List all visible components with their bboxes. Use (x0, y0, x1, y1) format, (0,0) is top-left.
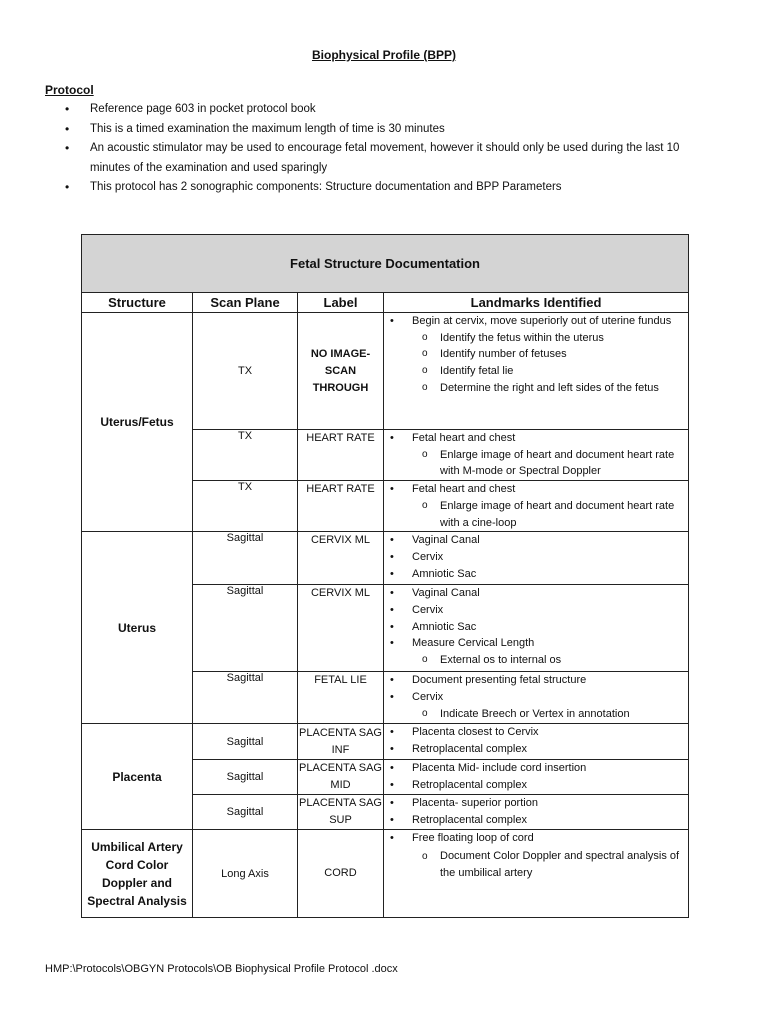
landmark-item: • Begin at cervix, move superiorly out of uterine fundus o Identify the fetus within the uterus o Identify number of fetuses o Identify fetal lie o Determine the right and left sides of the fetus (384, 313, 688, 397)
landmark-subitem: o Identify number of fetuses (412, 346, 688, 363)
file-path-footer: HMP:\Protocols\OBGYN Protocols\OB Biophysical Profile Protocol .docx (45, 963, 398, 975)
label-cell: HEART RATE (298, 430, 384, 481)
table-row (82, 830, 689, 918)
label-cell: CERVIX ML (298, 585, 384, 672)
structure-cell: Placenta (82, 724, 193, 830)
landmark-item: • Free floating loop of cord o Document Color Doppler and spectral analysis of the umbilical artery (384, 830, 688, 883)
label-cell: NO IMAGE- SCAN THROUGH (298, 313, 384, 430)
scan-plane-cell: Long Axis (193, 830, 298, 918)
landmark-subitem: o Enlarge image of heart and document heart rate with M-mode or Spectral Doppler (412, 447, 688, 480)
label-cell: PLACENTA SAG INF (298, 724, 384, 760)
table-header-row (82, 293, 689, 313)
landmark-item: • Cervix (384, 549, 688, 566)
table-caption: Fetal Structure Documentation (82, 235, 689, 293)
structure-cell: Umbilical Artery Cord Color Doppler and Spectral Analysis (82, 830, 193, 918)
landmarks-cell (384, 830, 689, 918)
structure-cell: Uterus (82, 532, 193, 724)
scan-plane-cell: Sagittal (193, 672, 298, 724)
landmark-item: • Cervix o Indicate Breech or Vertex in annotation (384, 689, 688, 722)
landmark-item: • Cervix (384, 602, 688, 619)
landmark-item: • Amniotic Sac (384, 566, 688, 583)
protocol-item: • This is a timed examination the maximum length of time is 30 minutes (62, 120, 722, 140)
landmark-subitem: o Identify fetal lie (412, 363, 688, 380)
landmarks-cell (384, 724, 689, 760)
landmark-subitem: o Enlarge image of heart and document heart rate with a cine-loop (412, 498, 688, 531)
fetal-structure-table (81, 234, 689, 918)
landmarks-cell (384, 672, 689, 724)
column-header: Landmarks Identified (384, 293, 689, 313)
landmarks-cell (384, 481, 689, 532)
landmark-item: • Fetal heart and chest o Enlarge image of heart and document heart rate with a cine-loop (384, 481, 688, 531)
landmark-item: • Vaginal Canal (384, 585, 688, 602)
scan-plane-cell: Sagittal (193, 532, 298, 585)
label-cell: FETAL LIE (298, 672, 384, 724)
landmarks-cell (384, 532, 689, 585)
landmark-item: • Retroplacental complex (384, 812, 688, 829)
landmark-item: • Retroplacental complex (384, 777, 688, 794)
landmarks-cell (384, 313, 689, 430)
table-row (82, 313, 689, 430)
scan-plane-cell: Sagittal (193, 724, 298, 760)
landmark-item: • Fetal heart and chest o Enlarge image of heart and document heart rate with M-mode or Spectral Doppler (384, 430, 688, 480)
protocol-item: • An acoustic stimulator may be used to encourage fetal movement, however it should only be used during the last 10 minutes of the examination and used sparingly (62, 139, 722, 178)
landmark-item: • Placenta closest to Cervix (384, 724, 688, 741)
landmark-subitem: o Determine the right and left sides of the fetus (412, 380, 688, 397)
structure-cell: Uterus/Fetus (82, 313, 193, 532)
protocol-heading: Protocol (45, 83, 94, 97)
table-row (82, 532, 689, 585)
landmark-subitem: o Document Color Doppler and spectral analysis of the umbilical artery (412, 848, 688, 883)
landmarks-cell (384, 760, 689, 795)
label-cell: PLACENTA SAG MID (298, 760, 384, 795)
landmark-subitem: o Identify the fetus within the uterus (412, 330, 688, 347)
landmark-item: • Document presenting fetal structure (384, 672, 688, 689)
landmark-item: • Retroplacental complex (384, 741, 688, 758)
scan-plane-cell: Sagittal (193, 760, 298, 795)
scan-plane-cell: TX (193, 430, 298, 481)
scan-plane-cell: TX (193, 481, 298, 532)
scan-plane-cell: TX (193, 313, 298, 430)
landmark-subitem: o Indicate Breech or Vertex in annotation (412, 706, 688, 723)
label-cell: HEART RATE (298, 481, 384, 532)
label-cell: CORD (298, 830, 384, 918)
landmark-subitem: o External os to internal os (412, 652, 688, 669)
landmark-item: • Placenta- superior portion (384, 795, 688, 812)
protocol-list (62, 100, 722, 198)
scan-plane-cell: Sagittal (193, 585, 298, 672)
column-header: Label (298, 293, 384, 313)
scan-plane-cell: Sagittal (193, 795, 298, 830)
label-cell: PLACENTA SAG SUP (298, 795, 384, 830)
column-header: Scan Plane (193, 293, 298, 313)
landmark-item: • Placenta Mid- include cord insertion (384, 760, 688, 777)
landmarks-cell (384, 585, 689, 672)
label-cell: CERVIX ML (298, 532, 384, 585)
table-row (82, 724, 689, 760)
page-title: Biophysical Profile (BPP) (311, 48, 457, 62)
landmarks-cell (384, 430, 689, 481)
landmark-item: • Amniotic Sac (384, 619, 688, 636)
landmarks-cell (384, 795, 689, 830)
column-header: Structure (82, 293, 193, 313)
table-caption-row (82, 235, 689, 293)
protocol-item: • Reference page 603 in pocket protocol book (62, 100, 722, 120)
protocol-item: • This protocol has 2 sonographic components: Structure documentation and BPP Parameters (62, 178, 722, 198)
landmark-item: • Measure Cervical Length o External os to internal os (384, 635, 688, 668)
landmark-item: • Vaginal Canal (384, 532, 688, 549)
